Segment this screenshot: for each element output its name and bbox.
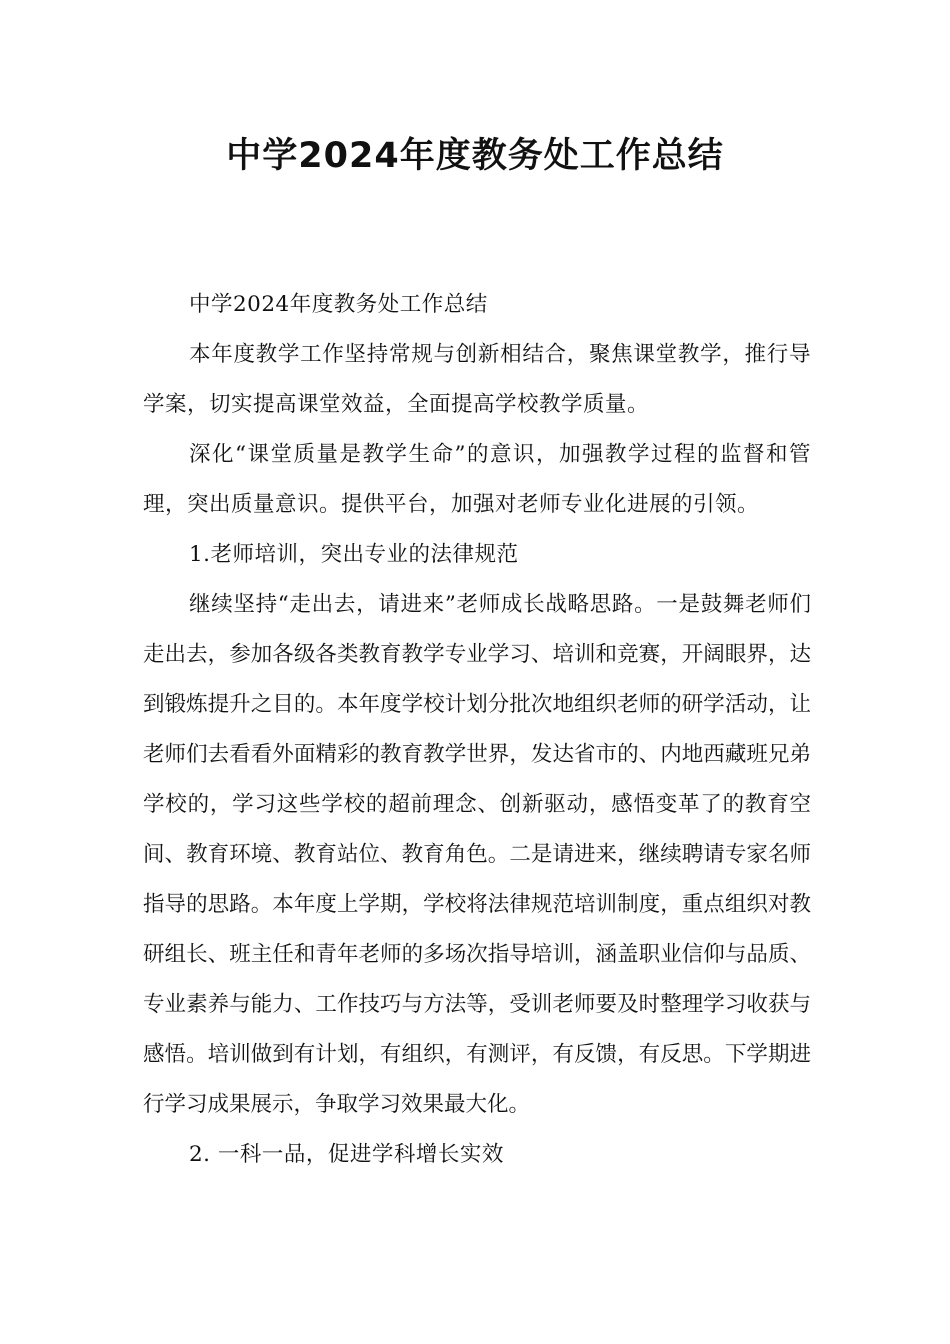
document-body [143, 280, 811, 1180]
section-heading-2: 2. 一科一品，促进学科增长实效 [189, 1142, 504, 1167]
document-title: 中学2024年度教务处工作总结 [226, 136, 724, 176]
section-heading-1: 1.老师培训，突出专业的法律规范 [189, 542, 519, 567]
paragraph-intro: 本年度教学工作坚持常规与创新相结合，聚焦课堂教学，推行导学案，切实提高课堂效益，全面提高学校教学质量。 [143, 342, 811, 417]
paragraph-training: 继续坚持“走出去，请进来”老师成长战略思路。一是鼓舞老师们走出去，参加各级各类教育教学专业学习、培训和竞赛，开阔眼界，达到锻炼提升之目的。本年度学校计划分批次地组织老师的研学活动，让老师们去看看外面精彩的教育教学世界，发达省市的、内地西藏班兄弟学校的，学习这些学校的超前理念、创新驱动，感悟变革了的教育空间、教育环境、教育站位、教育角色。二是请进来，继续聘请专家名师指导的思路。本年度上学期，学校将法律规范培训制度，重点组织对教研组长、班主任和青年老师的多场次指导培训，涵盖职业信仰与品质、专业素养与能力、工作技巧与方法等，受训老师要及时整理学习收获与感悟。培训做到有计划，有组织，有测评，有反馈，有反思。下学期进行学习成果展示，争取学习效果最大化。 [143, 592, 811, 1117]
paragraph-deepen: 深化“课堂质量是教学生命”的意识，加强教学过程的监督和管理，突出质量意识。提供平台，加强对老师专业化进展的引领。 [143, 442, 811, 517]
paragraph-heading-repeat: 中学2024年度教务处工作总结 [189, 292, 488, 317]
